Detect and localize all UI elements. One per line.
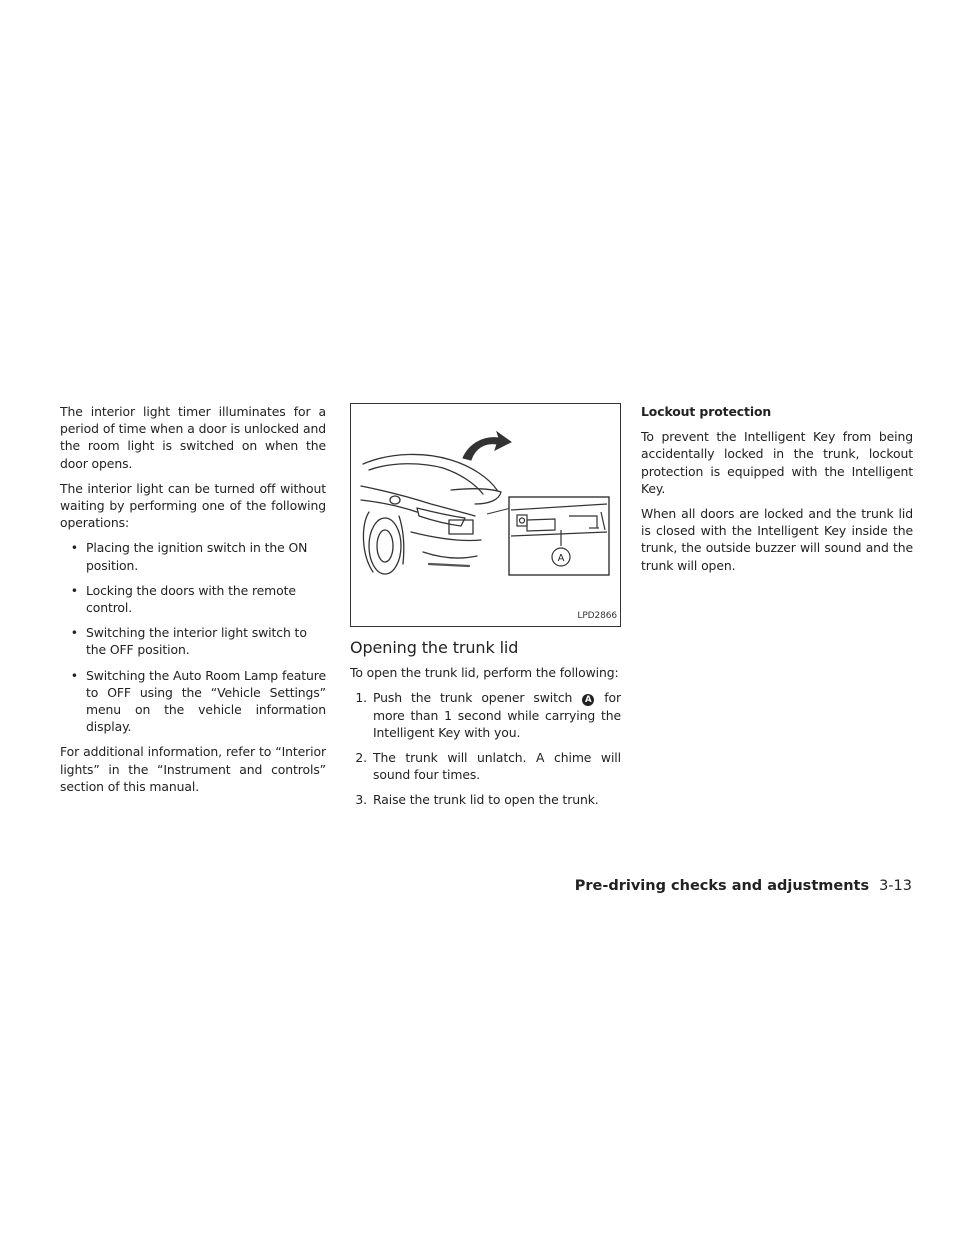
right-column	[641, 403, 913, 582]
footer-section-title: Pre-driving checks and adjustments	[574, 878, 870, 894]
bullet-icon: •	[70, 667, 78, 683]
list-item: 1. Push the trunk opener switch A for more than 1 second while carrying the Intelligent Key with you.	[355, 690, 621, 740]
list-item: 2. The trunk will unlatch. A chime will sound four times.	[355, 750, 621, 783]
section-heading: Opening the trunk lid	[350, 638, 519, 657]
timer-paragraph: The interior light timer illuminates for a period of time when a door is unlocked and the room light is switched on when the door opens.	[60, 404, 326, 471]
list-item: • Switching the interior light switch to the OFF position.	[60, 624, 326, 658]
bullet-icon: •	[70, 540, 78, 556]
bullet-icon: •	[70, 625, 78, 641]
list-item: 3. Raise the trunk lid to open the trunk.	[355, 792, 599, 808]
trunk-figure	[350, 403, 621, 627]
figure-code: LPD2866	[577, 610, 617, 621]
turn-off-paragraph: The interior light can be turned off without waiting by performing one of the following operations:	[60, 480, 326, 531]
subsection-heading: Lockout protection	[641, 404, 772, 419]
lockout-paragraph-2: When all doors are locked and the trunk lid is closed with the Intelligent Key inside the trunk, the outside buzzer will sound and the trunk will open.	[641, 506, 913, 573]
list-item: • Locking the doors with the remote control.	[60, 582, 326, 616]
list-item: • Placing the ignition switch in the ON position.	[60, 539, 326, 573]
bullet-icon: •	[70, 582, 78, 598]
car-trunk-illustration	[351, 404, 620, 626]
middle-column	[350, 403, 621, 817]
page-number: 3-13	[879, 878, 912, 894]
figure-callout-label: A	[557, 553, 565, 564]
page-footer	[575, 878, 912, 894]
callout-a-icon: A	[582, 694, 594, 706]
intro-paragraph: To open the trunk lid, perform the following:	[350, 665, 619, 681]
additional-info-paragraph: For additional information, refer to “Interior lights” in the “Instrument and controls” section of this manual.	[60, 744, 326, 794]
lockout-paragraph-1: To prevent the Intelligent Key from being accidentally locked in the trunk, lockout protection is equipped with the Intelligent Key.	[641, 429, 913, 496]
list-item: • Switching the Auto Room Lamp feature to OFF using the “Vehicle Settings” menu on the vehicle information display.	[60, 667, 326, 736]
left-column	[60, 403, 326, 803]
